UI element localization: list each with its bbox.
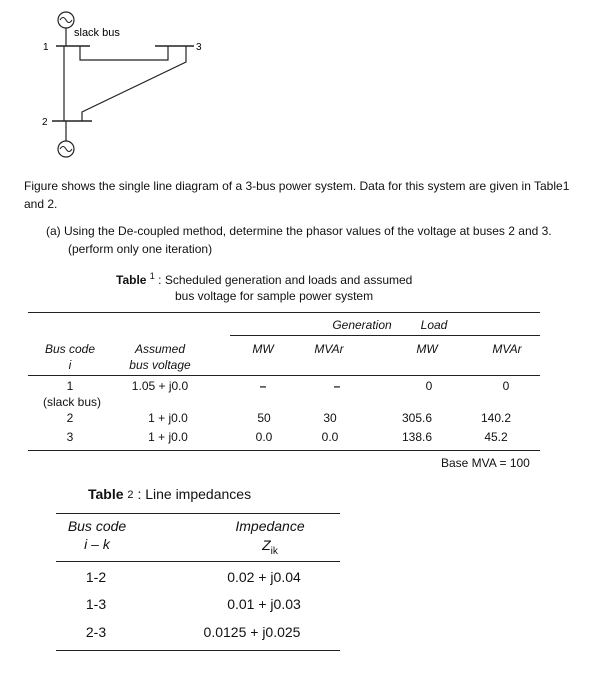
table1-col-bus-i: i	[68, 358, 72, 372]
table1-row2-voltage: 1 + j0.0	[148, 411, 188, 425]
problem-line-1: Figure shows the single line diagram of a 3-bus power system. Data for this system are given in Table1	[24, 179, 570, 193]
table1-caption-line2: bus voltage for sample power system	[175, 289, 374, 303]
table1-row2-load-mvar: 140.2	[480, 411, 512, 425]
table2-header-rule	[56, 561, 340, 562]
table1-row1-load-mw: 0	[425, 379, 433, 393]
single-line-diagram	[0, 0, 260, 170]
base-mva: Base MVA = 100	[441, 456, 530, 470]
table1-row1-gen-mvar: –	[333, 379, 341, 393]
table1-row1-bus: 1	[66, 379, 74, 393]
generator-1-icon	[58, 12, 74, 28]
table1-row3-gen-mvar: 0.0	[321, 430, 339, 444]
table1-row2-gen-mw: 50	[257, 411, 271, 425]
table2-top-rule	[56, 513, 340, 514]
table1-row1-voltage: 1.05 + j0.0	[131, 379, 189, 393]
table1-group-rule	[230, 335, 540, 336]
table1-row1-load-mvar: 0	[502, 379, 510, 393]
table1-caption	[116, 271, 412, 287]
table2-col-z-letter: Z	[262, 537, 271, 553]
table1-header-rule	[28, 375, 540, 376]
table1-caption-num: 1	[149, 271, 155, 281]
table1-row2-gen-mvar: 30	[323, 411, 337, 425]
table2-col-bus-code: Bus code	[67, 518, 127, 534]
table1-col-bus-voltage: bus voltage	[129, 358, 191, 372]
table2-caption-text: : Line impedances	[137, 486, 252, 502]
bus-1-label: 1	[43, 42, 49, 53]
table1-row3-gen-mw: 0.0	[255, 430, 273, 444]
generator-2-icon	[58, 141, 74, 157]
table2-row1-pair: 1-2	[85, 569, 107, 585]
table2-row1-impedance: 0.02 + j0.04	[227, 569, 301, 585]
part-a-line-2: (perform only one iteration)	[68, 242, 213, 256]
table1-row1-gen-mw: –	[259, 379, 267, 393]
problem-line-2: and 2.	[24, 197, 58, 211]
table2-col-impedance: Impedance	[235, 518, 305, 534]
table1-group-generation: Generation	[332, 318, 392, 332]
table2-col-z	[262, 537, 278, 557]
table1-row3-voltage: 1 + j0.0	[148, 430, 188, 444]
part-a-line-1: (a) Using the De-coupled method, determine the phasor values of the voltage at buses 2 and 3.	[46, 224, 552, 238]
table1-row3-bus: 3	[66, 430, 74, 444]
table1-caption-label: Table	[116, 273, 147, 287]
table1-row3-load-mw: 138.6	[401, 430, 433, 444]
table1-row2-bus: 2	[66, 411, 74, 425]
table2-col-z-sub: ik	[270, 545, 278, 557]
table1-group-load: Load	[420, 318, 448, 332]
table1-col-load-mvar: MVAr	[492, 342, 522, 356]
table2-row3-pair: 2-3	[85, 624, 107, 640]
table1-col-gen-mvar: MVAr	[314, 342, 344, 356]
table1-row3-load-mvar: 45.2	[484, 430, 508, 444]
table1-row1-sub: (slack bus)	[42, 395, 102, 409]
table2-row3-impedance: 0.0125 + j0.025	[203, 624, 301, 640]
table1-top-rule	[28, 312, 540, 313]
table2-col-i-k: i – k	[84, 536, 110, 552]
slack-bus-label: slack bus	[74, 27, 120, 39]
table1-col-load-mw: MW	[416, 342, 438, 356]
table2-row2-impedance: 0.01 + j0.03	[227, 596, 301, 612]
table2-bottom-rule	[56, 650, 340, 651]
table2-caption	[88, 486, 251, 502]
table1-caption-line1: : Scheduled generation and loads and assumed	[158, 273, 413, 287]
table1-row2-load-mw: 305.6	[401, 411, 433, 425]
table2-caption-label: Table	[88, 486, 124, 502]
table1-bottom-rule	[28, 450, 540, 451]
table1-col-bus-code: Bus code	[44, 342, 96, 356]
table1-col-assumed: Assumed	[134, 342, 186, 356]
bus-3-label: 3	[196, 42, 202, 53]
bus-2-label: 2	[42, 117, 48, 128]
table2-row2-pair: 1-3	[85, 596, 107, 612]
table1-col-gen-mw: MW	[252, 342, 274, 356]
table2-caption-num: 2	[127, 489, 134, 501]
